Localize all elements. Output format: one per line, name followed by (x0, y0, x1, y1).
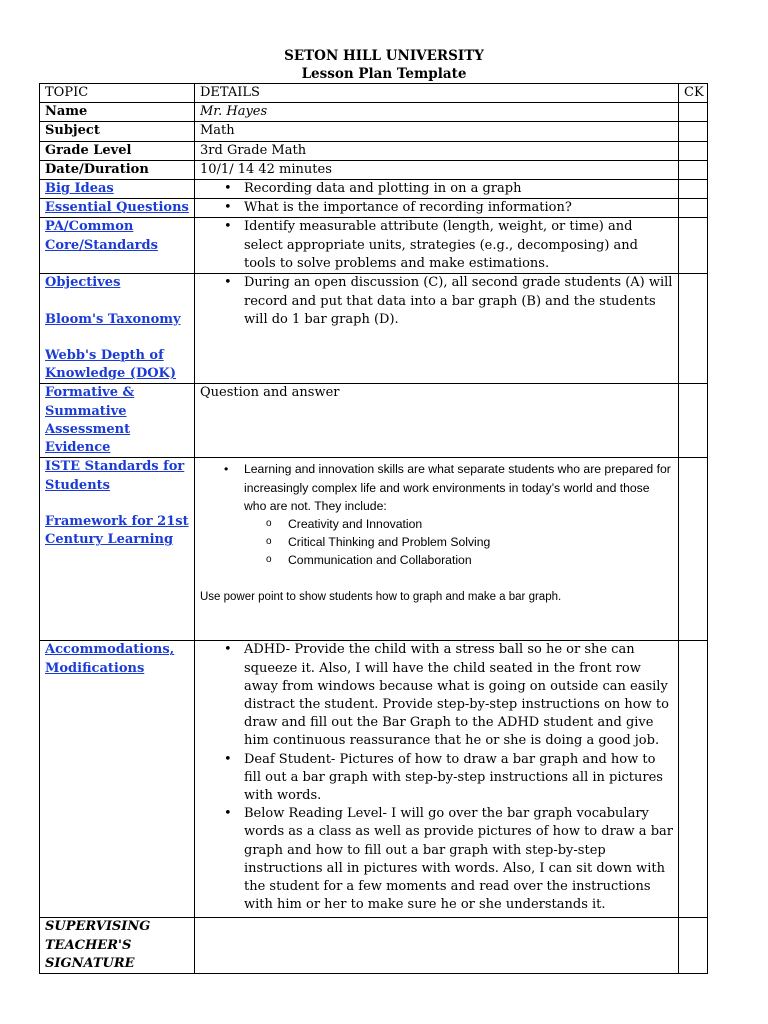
big-ideas-link[interactable]: Big Ideas (45, 181, 114, 197)
date-label: Date/Duration (40, 160, 195, 179)
accommodations-check (679, 641, 708, 918)
standards-row (40, 218, 708, 274)
objectives-row (40, 274, 708, 384)
adhd-bullet: • ADHD- Provide the child with a stress ball so he or she can squeeze it. Also, I will have the child seated in the front row away from windows because what is going on outside can easily distract the student. Provide step-by-step instructions on how to draw and fill out the Bar Graph to the ADHD student and give him continuous reassurance that he or she is doing a good job. (244, 641, 673, 750)
assessment-value: Question and answer (195, 384, 679, 458)
signature-label: SUPERVISING TEACHER'S SIGNATURE (40, 918, 195, 974)
signature-field[interactable] (195, 918, 679, 974)
header-row (40, 84, 708, 103)
grade-check (679, 141, 708, 160)
standards-bullet: • Identify measurable attribute (length, weight, or time) and select appropriate units, strategies (e.g., decomposing) and tools to solve problems and make estimations. (244, 218, 673, 273)
grade-value: 3rd Grade Math (195, 141, 679, 160)
deaf-student-bullet: • Deaf Student- Pictures of how to draw a bar graph and how to fill out a bar graph with step-by-step instructions all in pictures with words. (244, 751, 673, 806)
name-check (679, 103, 708, 122)
essential-questions-link[interactable]: Essential Questions (45, 200, 189, 216)
big-ideas-bullet: • Recording data and plotting in on a graph (244, 180, 673, 198)
objectives-bullet: • During an open discussion (C), all second grade students (A) will record and put that data into a bar graph (B) and the students will do 1 bar graph (D). (244, 274, 673, 329)
grade-row (40, 141, 708, 160)
framework-21st-link[interactable]: Framework for 21st Century Learning (45, 513, 189, 548)
ck-header: CK (679, 84, 708, 103)
iste-check (679, 458, 708, 641)
iste-bullet-text: Learning and innovation skills are what separate students who are prepared for increasingly complex life and work environments in today’s world and those who are not. They include: (244, 462, 671, 513)
objectives-check (679, 274, 708, 384)
university-title: SETON HILL UNIVERSITY (284, 48, 484, 64)
iste-bullet (244, 460, 673, 569)
date-value: 10/1/ 14 42 minutes (195, 160, 679, 179)
webbs-dok-link[interactable]: Webb's Depth of Knowledge (DOK) (45, 347, 176, 382)
iste-row (40, 458, 708, 641)
subject-label: Subject (40, 122, 195, 141)
essential-row (40, 199, 708, 218)
details-header: DETAILS (195, 84, 679, 103)
subject-row (40, 122, 708, 141)
reading-level-bullet: • Below Reading Level- I will go over the bar graph vocabulary words as a class as well as provide pictures of how to draw a bar graph and how to fill out a bar graph with step-by-step instructions all in pictures with words. Also, I can sit down with the student for a few moments and read over the instructions with him or her to make sure he or she understands it. (244, 805, 673, 914)
assessment-check (679, 384, 708, 458)
essential-check (679, 199, 708, 218)
subject-check (679, 122, 708, 141)
standards-link[interactable]: PA/Common Core/Standards (45, 219, 158, 253)
topic-header: TOPIC (40, 84, 195, 103)
grade-label: Grade Level (40, 141, 195, 160)
name-row (40, 103, 708, 122)
blooms-taxonomy-link[interactable]: Bloom's Taxonomy (45, 311, 181, 327)
iste-standards-link[interactable]: ISTE Standards for Students (45, 459, 185, 493)
objectives-link[interactable]: Objectives (45, 275, 121, 291)
accommodations-row (40, 641, 708, 918)
signature-row (40, 918, 708, 974)
sub-item-communication: o Communication and Collaboration (288, 551, 673, 569)
lesson-plan-table (39, 83, 708, 974)
assessment-row (40, 384, 708, 458)
signature-check (679, 918, 708, 974)
name-label: Name (40, 103, 195, 122)
accommodations-link[interactable]: Accommodations, Modifications (45, 642, 175, 676)
name-value: Mr. Hayes (195, 103, 679, 122)
sub-item-critical-thinking: o Critical Thinking and Problem Solving (288, 533, 673, 551)
power-point-note: Use power point to show students how to graph and make a bar graph. (200, 590, 562, 603)
date-check (679, 160, 708, 179)
standards-check (679, 218, 708, 274)
big-ideas-check (679, 180, 708, 199)
subject-value: Math (195, 122, 679, 141)
essential-bullet: • What is the importance of recording information? (244, 199, 673, 217)
document-subtitle: Lesson Plan Template (301, 66, 467, 82)
big-ideas-row (40, 180, 708, 199)
date-row (40, 160, 708, 179)
assessment-link[interactable]: Formative & Summative Assessment Evidence (45, 385, 135, 456)
sub-item-creativity: o Creativity and Innovation (288, 515, 673, 533)
